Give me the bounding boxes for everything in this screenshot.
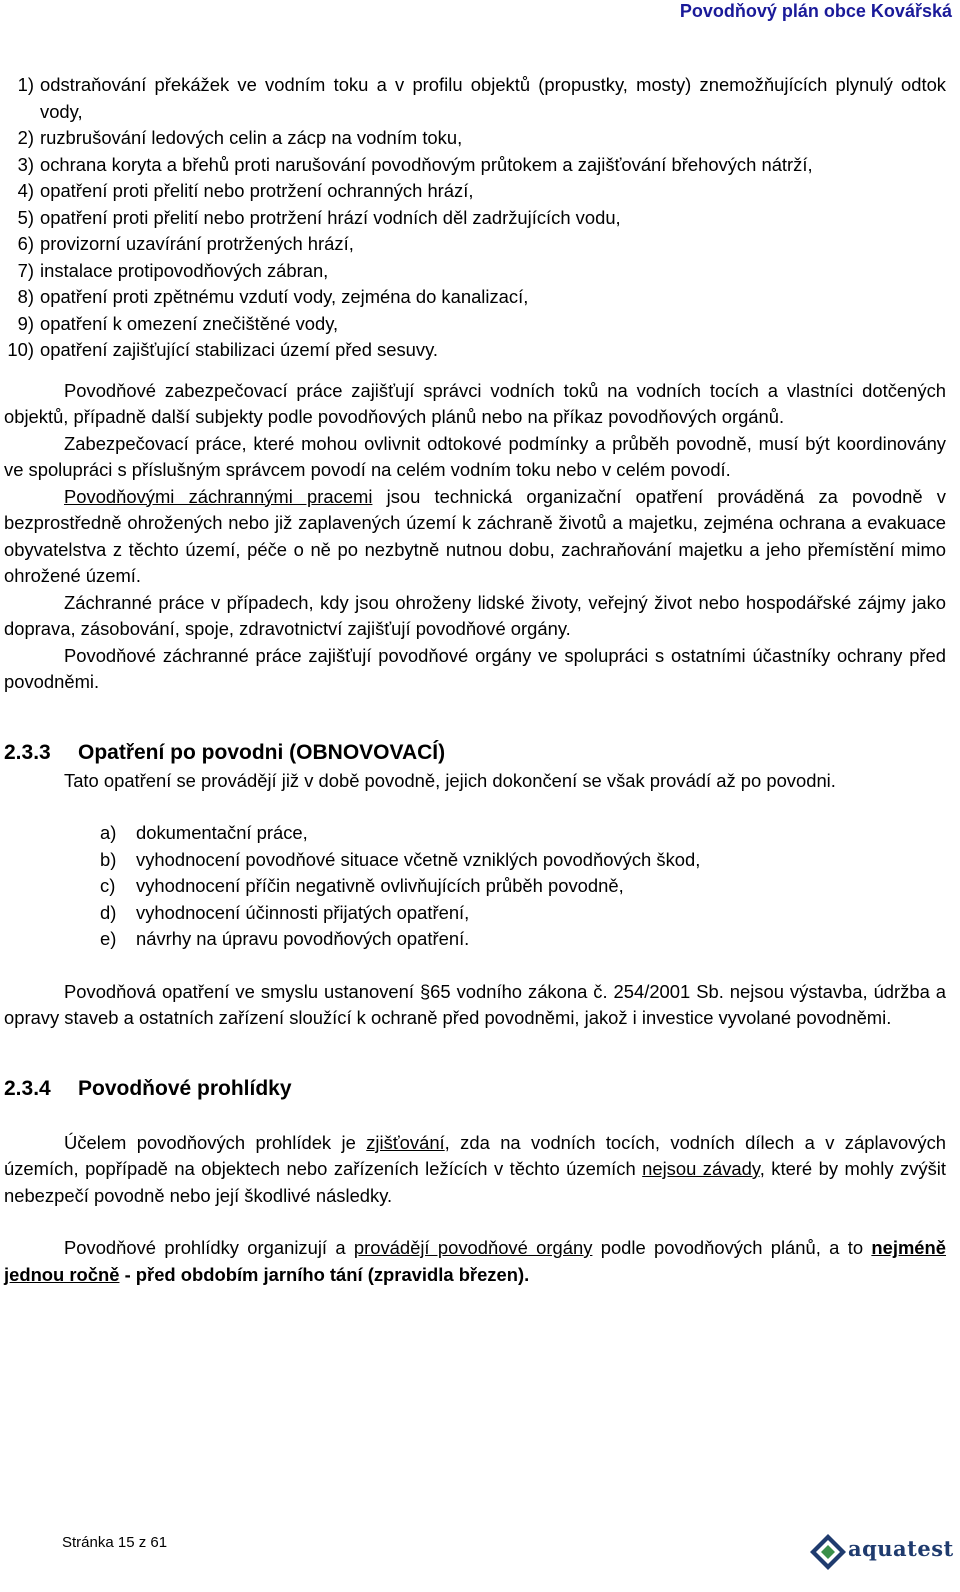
list-item	[100, 900, 946, 927]
page-header-title: Povodňový plán obce Kovářská	[679, 1, 952, 21]
list-item	[4, 152, 946, 179]
list-item-text: opatření proti zpětnému vzdutí vody, zejména do kanalizací,	[40, 286, 529, 307]
paragraph-text: podle povodňových plánů, a to	[592, 1237, 872, 1258]
list-item	[100, 926, 946, 953]
list-item	[4, 284, 946, 311]
bold-text: - před obdobím jarního tání (zpravidla březen).	[119, 1263, 530, 1285]
list-item-text: ruzbrušování ledových celin a zácp na vodním toku,	[40, 127, 463, 148]
section-heading-2-3-4	[4, 1074, 946, 1104]
list-item-number: 4)	[17, 180, 34, 201]
list-item	[4, 337, 946, 364]
section-title: Povodňové prohlídky	[78, 1076, 292, 1100]
list-item-number: 5)	[17, 206, 34, 228]
section-title: Opatření po povodni (OBNOVOVACÍ)	[78, 740, 446, 764]
section-number: 2.3.3	[4, 740, 51, 764]
paragraph-inspection-organization	[4, 1235, 946, 1288]
list-item	[4, 258, 946, 285]
list-item-text: ochrana koryta a břehů proti narušování povodňovým průtokem a zajišťování břehových nátrží,	[40, 153, 813, 175]
underlined-text: nejsou závady	[642, 1158, 760, 1179]
list-item	[100, 820, 946, 847]
bold-underlined-text: nejméně jednou ročně	[4, 1237, 946, 1285]
aquatest-logo-icon	[808, 1532, 848, 1572]
list-item-text: dokumentační práce,	[136, 822, 308, 843]
paragraph-zachranne-2: Záchranné práce v případech, kdy jsou ohroženy lidské životy, veřejný život nebo hospodářské zájmy jako doprava, zásobování, spoje, zdravotnictví zajišťují povodňové orgány.	[4, 591, 946, 639]
paragraph-zabezpecovaci-1: Povodňové zabezpečovací práce zajišťují správci vodních toků na vodních tocích a vlastníci dotčených objektů, případně další subjekty podle povodňových plánů nebo na příkaz povodňových orgánů.	[4, 379, 946, 427]
paragraph-zabezpecovaci-2: Zabezpečovací práce, které mohou ovlivnit odtokové podmínky a průběh povodně, musí být koordinovány ve spolupráci s příslušným správcem povodí na celém vodním toku nebo v celém povodí.	[4, 432, 946, 480]
paragraph-text: Účelem povodňových prohlídek je	[64, 1131, 367, 1153]
list-item-number: 6)	[17, 233, 34, 254]
list-item-number: 3)	[17, 153, 34, 175]
defined-term: Povodňovými záchrannými pracemi	[64, 485, 373, 507]
list-item-text: opatření zajišťující stabilizaci území před sesuvy.	[40, 339, 439, 360]
document-body	[4, 72, 946, 1288]
logo-text: aquatest	[848, 1536, 954, 1561]
underlined-text: zjišťování	[366, 1131, 445, 1153]
list-item-text: vyhodnocení povodňové situace včetně vzniklých povodňových škod,	[136, 848, 701, 870]
list-item-text: vyhodnocení účinnosti přijatých opatření,	[136, 901, 470, 923]
list-item-letter: d)	[100, 901, 117, 923]
list-item	[4, 311, 946, 338]
list-item-letter: b)	[100, 848, 117, 870]
section-number: 2.3.4	[4, 1076, 51, 1100]
list-item	[4, 231, 946, 258]
protective-measures-list	[4, 72, 946, 364]
list-item-text: opatření k omezení znečištěné vody,	[40, 312, 339, 334]
paragraph-legal-note: Povodňová opatření ve smyslu ustanovení §65 vodního zákona č. 254/2001 Sb. nejsou výstavba, údržba a opravy staveb a ostatních zařízení sloužící k ochraně před povodněmi, jakož i investice vyvolané povodněmi.	[4, 980, 946, 1028]
list-item-letter: c)	[100, 875, 116, 896]
paragraph-text: , zda na vodních tocích, vodních dílech a v záplavových územích, popřípadě na objektech nebo zařízeních ležících v těchto územích	[4, 1131, 947, 1179]
list-item-number: 8)	[17, 286, 34, 307]
list-item-text: provizorní uzavírání protržených hrází,	[40, 233, 354, 254]
list-item-number: 1)	[17, 74, 34, 95]
list-item	[100, 873, 946, 900]
restoration-measures-list	[4, 820, 946, 953]
list-item	[4, 178, 946, 205]
list-item-number: 7)	[17, 259, 34, 281]
list-item-text: instalace protipovodňových zábran,	[40, 259, 329, 281]
underlined-text: provádějí povodňové orgány	[353, 1237, 593, 1258]
section-intro: Tato opatření se provádějí již v době povodně, jejich dokončení se však provádí až po povodni.	[64, 769, 836, 791]
paragraph-text: , které by mohly zvýšit nebezpečí povodně nebo její škodlivé následky.	[4, 1158, 946, 1206]
list-item	[4, 72, 946, 125]
list-item-number: 10)	[7, 339, 34, 360]
page-number: Stránka 15 z 61	[62, 1534, 168, 1551]
list-item-text: odstraňování překážek ve vodním toku a v profilu objektů (propustky, mosty) znemožňujících plynulý odtok vody,	[40, 74, 946, 122]
paragraph-zachranne-3: Povodňové záchranné práce zajišťují povodňové orgány ve spolupráci s ostatními účastníky ochrany před povodněmi.	[4, 644, 946, 692]
paragraph-text: jsou technická organizační opatření prováděná za povodně v bezprostředně ohrožených nebo již zaplavených území k záchraně životů a majetku, zejména ochrana a evakuace obyvatelstva z těchto území, péče o ně po nezbytně nutnou dobu, zachraňování majetku a jeho přemístění mimo ohrožené území.	[4, 485, 947, 586]
list-item	[4, 125, 946, 152]
list-item	[100, 847, 946, 874]
list-item-text: návrhy na úpravu povodňových opatření.	[136, 928, 470, 949]
paragraph-zachranne-1	[4, 484, 946, 590]
list-item	[4, 205, 946, 232]
list-item-text: opatření proti přelití nebo protržení hrází vodních děl zadržujících vodu,	[40, 206, 621, 228]
list-item-letter: e)	[100, 928, 117, 949]
section-heading-2-3-3	[4, 738, 946, 768]
list-item-letter: a)	[100, 822, 117, 843]
list-item-number: 2)	[17, 127, 34, 148]
paragraph-inspection-purpose	[4, 1130, 946, 1210]
aquatest-logo	[808, 1532, 954, 1572]
list-item-text: vyhodnocení příčin negativně ovlivňujících průběh povodně,	[136, 875, 624, 896]
paragraph-text: Povodňové prohlídky organizují a	[64, 1237, 354, 1258]
list-item-text: opatření proti přelití nebo protržení ochranných hrází,	[40, 180, 474, 201]
list-item-number: 9)	[17, 312, 34, 334]
